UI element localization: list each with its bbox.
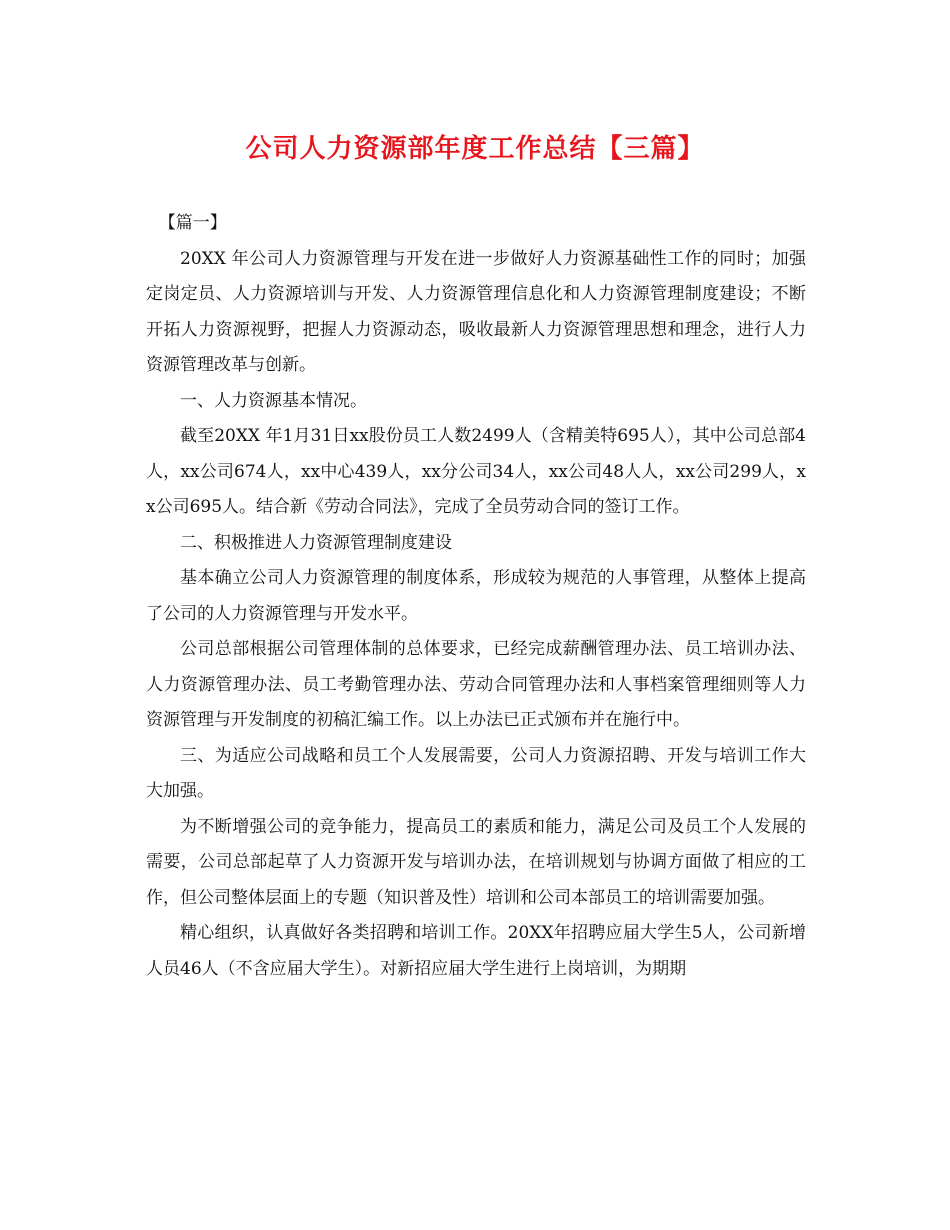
paragraph-staff-numbers: 截至20XX 年1月31日xx股份员工人数2499人（含精美特695人），其中公司总部4人，xx公司674人，xx中心439人，xx分公司34人，xx公司48人人，xx公司299人，xx公司695人。结合新《劳动合同法》，完成了全员劳动合同的签订工作。 — [146, 426, 806, 517]
section-heading-part-one: 【篇一】 — [158, 213, 227, 233]
document-title: 公司人力资源部年度工作总结【三篇】 — [245, 134, 705, 164]
paragraph-recruitment: 精心组织，认真做好各类招聘和培训工作。20XX年招聘应届大学生5人，公司新增人员46人（不含应届大学生）。对新招应届大学生进行上岗培训，为期期 — [146, 923, 806, 979]
document-body — [146, 206, 806, 987]
section-heading-basic-situation: 一、人力资源基本情况。 — [180, 390, 367, 411]
paragraph-training-plan: 为不断增强公司的竞争能力，提高员工的素质和能力，满足公司及员工个人发展的需要，公司总部起草了人力资源开发与培训办法，在培训规划与协调方面做了相应的工作，但公司整体层面上的专题（知识普及性）培训和公司本部员工的培训需要加强。 — [146, 816, 806, 908]
section-heading-system-building: 二、积极推进人力资源管理制度建设 — [180, 532, 452, 553]
paragraph-system-established: 基本确立公司人力资源管理的制度体系，形成较为规范的人事管理，从整体上提高了公司的人力资源管理与开发水平。 — [146, 568, 806, 624]
paragraph-intro: 20XX 年公司人力资源管理与开发在进一步做好人力资源基础性工作的同时；加强定岗定员、人力资源培训与开发、人力资源管理信息化和人力资源管理制度建设；不断开拓人力资源视野，把握人力资源动态，吸收最新人力资源管理思想和理念，进行人力资源管理改革与创新。 — [146, 248, 806, 375]
paragraph-management-rules: 公司总部根据公司管理体制的总体要求，已经完成薪酬管理办法、员工培训办法、人力资源管理办法、员工考勤管理办法、劳动合同管理办法和人事档案管理细则等人力资源管理与开发制度的初稿汇编工作。以上办法已正式颁布并在施行中。 — [146, 639, 806, 730]
section-heading-recruitment-training: 三、为适应公司战略和员工个人发展需要，公司人力资源招聘、开发与培训工作大大加强。 — [146, 745, 806, 801]
